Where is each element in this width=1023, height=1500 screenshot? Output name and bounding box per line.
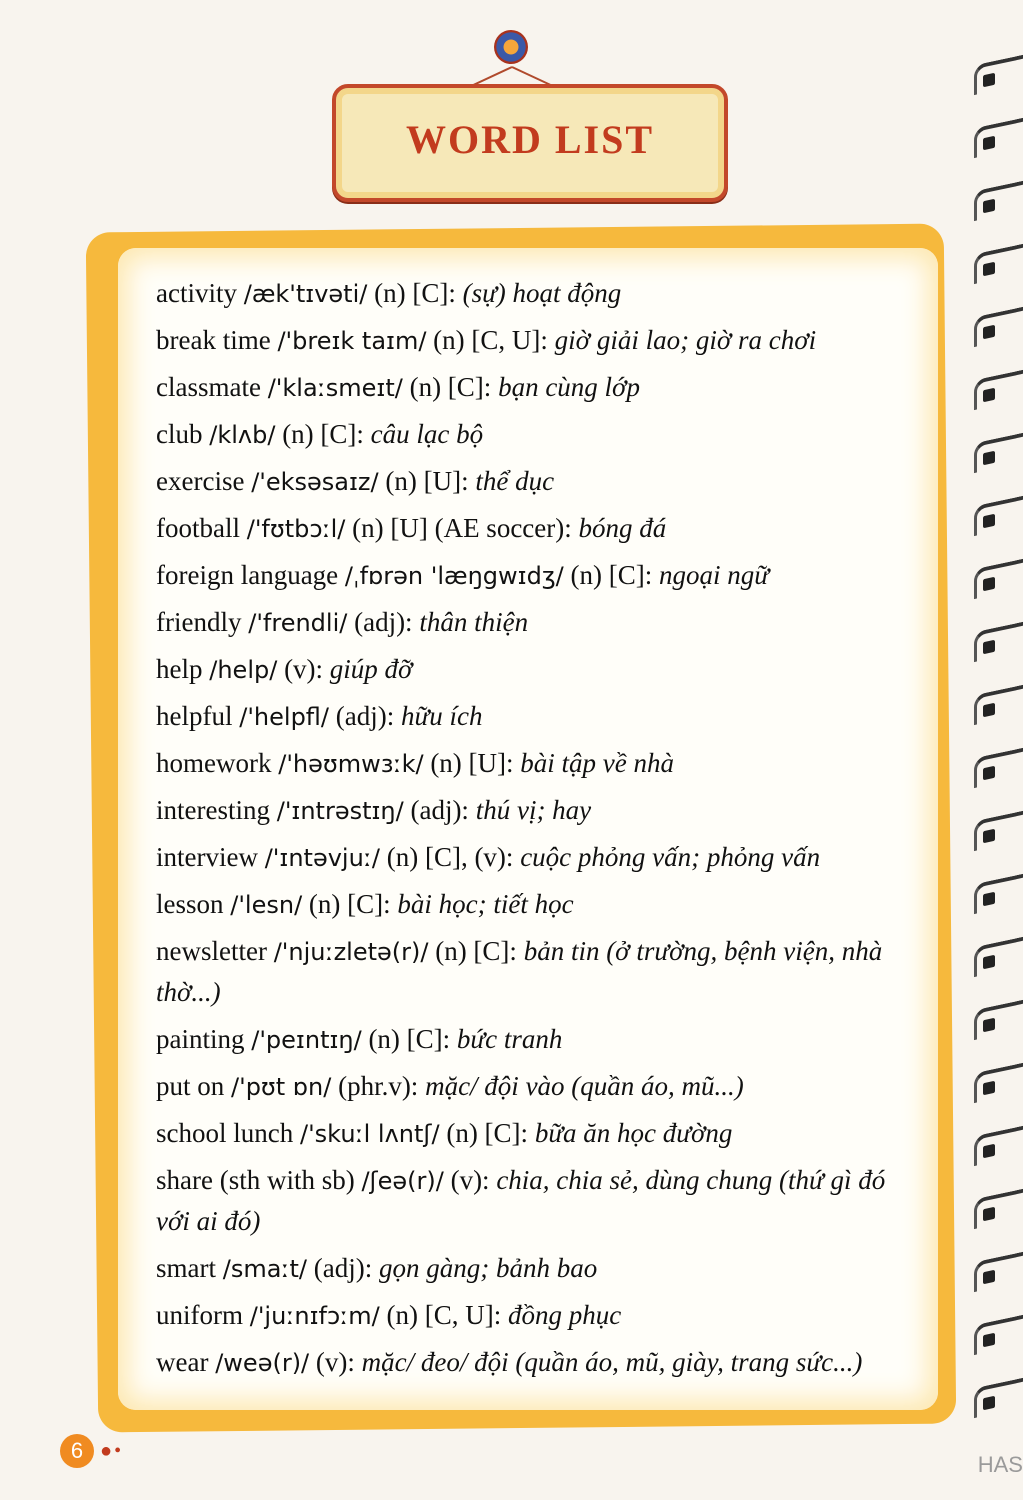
entry-definition: câu lạc bộ xyxy=(370,419,484,449)
list-item xyxy=(156,364,896,411)
entry-grammar: (n) [C]: xyxy=(570,560,653,590)
entry-definition: mặc/ đeo/ đội (quần áo, mũ, giày, trang sức...) xyxy=(361,1347,863,1377)
list-item xyxy=(156,505,896,552)
entry-grammar: (n) [C]: xyxy=(368,1024,451,1054)
entry-ipa: /'pʊt ɒn/ xyxy=(231,1073,332,1101)
entry-word: wear xyxy=(156,1347,209,1377)
entry-ipa: /'peɪntɪŋ/ xyxy=(251,1026,362,1054)
entry-grammar: (n) [U]: xyxy=(385,466,469,496)
list-item xyxy=(156,1063,896,1110)
spiral-ring xyxy=(974,1378,1023,1418)
entry-word: put on xyxy=(156,1071,225,1101)
entry-word: club xyxy=(156,419,203,449)
entry-definition: thú vị; hay xyxy=(475,795,592,825)
spiral-ring xyxy=(974,874,1023,914)
page-dots-decoration: ●• xyxy=(100,1440,124,1462)
spiral-ring xyxy=(974,811,1023,851)
spiral-ring xyxy=(974,685,1023,725)
entry-word: help xyxy=(156,654,203,684)
entry-word: lesson xyxy=(156,889,224,919)
spiral-ring xyxy=(974,433,1023,473)
list-item xyxy=(156,317,896,364)
list-item xyxy=(156,1245,896,1292)
entry-definition: cuộc phỏng vấn; phỏng vấn xyxy=(520,842,821,872)
word-list-sign xyxy=(332,84,728,202)
entry-word: smart xyxy=(156,1253,216,1283)
entry-ipa: /'lesn/ xyxy=(230,891,303,919)
list-item xyxy=(156,693,896,740)
entry-grammar: (n) [C]: xyxy=(435,936,517,966)
entry-definition: gọn gàng; bảnh bao xyxy=(379,1253,598,1283)
list-item xyxy=(156,1292,896,1339)
entry-ipa: /help/ xyxy=(209,656,278,684)
entry-word: share (sth with sb) xyxy=(156,1165,355,1195)
entry-ipa: /klʌb/ xyxy=(209,421,276,449)
entry-grammar: (n) [C]: xyxy=(409,372,492,402)
list-item xyxy=(156,787,896,834)
entry-definition: chia, chia sẻ, dùng chung (thứ gì đó với ai đó) xyxy=(156,1165,886,1236)
entry-ipa: /ʃeə(r)/ xyxy=(361,1167,444,1195)
list-item xyxy=(156,834,896,881)
entry-ipa: /weə(r)/ xyxy=(215,1349,310,1377)
list-item xyxy=(156,1110,896,1157)
entry-grammar: (n) [U]: xyxy=(430,748,514,778)
entry-grammar: (adj): xyxy=(313,1253,373,1283)
spiral-ring xyxy=(974,748,1023,788)
entry-definition: bản tin (ở trường, bệnh viện, nhà thờ...) xyxy=(156,936,883,1007)
entry-word: homework xyxy=(156,748,272,778)
spiral-binding xyxy=(973,60,1023,1460)
list-item xyxy=(156,411,896,458)
entry-grammar: (n) [C, U]: xyxy=(386,1300,502,1330)
spiral-ring xyxy=(974,55,1023,95)
entry-grammar: (n) [C, U]: xyxy=(433,325,548,355)
list-item xyxy=(156,270,896,317)
entry-word: helpful xyxy=(156,701,233,731)
pin-icon xyxy=(494,30,528,64)
entry-ipa: /'skuːl lʌntʃ/ xyxy=(299,1120,440,1148)
entry-definition: bức tranh xyxy=(456,1024,563,1054)
list-item xyxy=(156,931,896,1012)
word-list xyxy=(156,270,896,1386)
entry-ipa: /'juːnɪfɔːm/ xyxy=(249,1302,380,1330)
entry-definition: bài tập về nhà xyxy=(520,748,675,778)
entry-ipa: /'eksəsaɪz/ xyxy=(251,468,379,496)
entry-definition: (sự) hoạt động xyxy=(462,278,622,308)
list-item xyxy=(156,881,896,928)
entry-definition: giúp đỡ xyxy=(329,654,413,684)
entry-word: exercise xyxy=(156,466,245,496)
spiral-ring xyxy=(974,622,1023,662)
spiral-ring xyxy=(974,1126,1023,1166)
entry-grammar: (n) [U] (AE soccer): xyxy=(352,513,572,543)
entry-word: break time xyxy=(156,325,271,355)
entry-grammar: (v): xyxy=(284,654,324,684)
list-item xyxy=(156,552,896,599)
list-item xyxy=(156,1160,896,1241)
entry-definition: thể dục xyxy=(475,466,555,496)
entry-ipa: /'ɪntrəstɪŋ/ xyxy=(276,797,404,825)
entry-grammar: (n) [C]: xyxy=(308,889,391,919)
entry-grammar: (phr.v): xyxy=(338,1071,419,1101)
entry-ipa: /'həʊmwɜːk/ xyxy=(278,750,424,778)
entry-grammar: (v): xyxy=(450,1165,490,1195)
spiral-ring xyxy=(974,118,1023,158)
entry-ipa: /smaːt/ xyxy=(222,1255,308,1283)
entry-word: newsletter xyxy=(156,936,267,966)
entry-ipa: /æk'tɪvəti/ xyxy=(243,280,368,308)
entry-definition: giờ giải lao; giờ ra chơi xyxy=(554,325,817,355)
publisher-mark: HAS xyxy=(977,1452,1023,1477)
entry-definition: hữu ích xyxy=(400,701,483,731)
entry-definition: thân thiện xyxy=(419,607,529,637)
spiral-ring xyxy=(974,496,1023,536)
spiral-ring xyxy=(974,307,1023,347)
entry-word: classmate xyxy=(156,372,261,402)
spiral-ring xyxy=(974,244,1023,284)
entry-word: school lunch xyxy=(156,1118,294,1148)
entry-word: painting xyxy=(156,1024,245,1054)
entry-definition: ngoại ngữ xyxy=(659,560,769,590)
entry-ipa: /ˌfɒrən 'læŋgwɪdʒ/ xyxy=(344,562,564,590)
entry-ipa: /'frendli/ xyxy=(248,609,348,637)
spiral-ring xyxy=(974,370,1023,410)
entry-word: football xyxy=(156,513,240,543)
entry-ipa: /'breɪk taɪm/ xyxy=(277,327,427,355)
entry-grammar: (n) [C]: xyxy=(446,1118,529,1148)
entry-word: interesting xyxy=(156,795,270,825)
entry-grammar: (adj): xyxy=(335,701,395,731)
entry-ipa: /'fʊtbɔːl/ xyxy=(246,515,346,543)
entry-word: interview xyxy=(156,842,258,872)
list-item xyxy=(156,458,896,505)
entry-ipa: /'njuːzletə(r)/ xyxy=(273,938,429,966)
list-item xyxy=(156,646,896,693)
entry-definition: bữa ăn học đường xyxy=(534,1118,733,1148)
spiral-ring xyxy=(974,1000,1023,1040)
spiral-ring xyxy=(974,1252,1023,1292)
list-item xyxy=(156,740,896,787)
entry-grammar: (n) [C]: xyxy=(374,278,456,308)
spiral-ring xyxy=(974,1315,1023,1355)
entry-definition: bạn cùng lớp xyxy=(498,372,640,402)
spiral-ring xyxy=(974,937,1023,977)
entry-grammar: (n) [C]: xyxy=(282,419,364,449)
spiral-ring xyxy=(974,1063,1023,1103)
entry-grammar: (adj): xyxy=(354,607,413,637)
entry-word: activity xyxy=(156,278,237,308)
entry-grammar: (adj): xyxy=(410,795,469,825)
entry-definition: bài học; tiết học xyxy=(397,889,574,919)
list-item xyxy=(156,599,896,646)
entry-definition: mặc/ đội vào (quần áo, mũ...) xyxy=(425,1071,744,1101)
entry-ipa: /'klaːsmeɪt/ xyxy=(267,374,403,402)
spiral-ring xyxy=(974,181,1023,221)
page-title: WORD LIST xyxy=(405,117,655,162)
entry-grammar: (n) [C], (v): xyxy=(386,842,514,872)
list-item xyxy=(156,1339,896,1386)
spiral-ring xyxy=(974,559,1023,599)
entry-ipa: /'helpfl/ xyxy=(239,703,329,731)
entry-definition: đồng phục xyxy=(507,1300,622,1330)
entry-word: foreign language xyxy=(156,560,339,590)
page-number: 6 xyxy=(60,1434,94,1468)
entry-ipa: /'ɪntəvjuː/ xyxy=(264,844,380,872)
list-item xyxy=(156,1016,896,1063)
spiral-ring xyxy=(974,1189,1023,1229)
entry-grammar: (v): xyxy=(315,1347,355,1377)
entry-word: friendly xyxy=(156,607,242,637)
entry-definition: bóng đá xyxy=(578,513,667,543)
entry-word: uniform xyxy=(156,1300,243,1330)
